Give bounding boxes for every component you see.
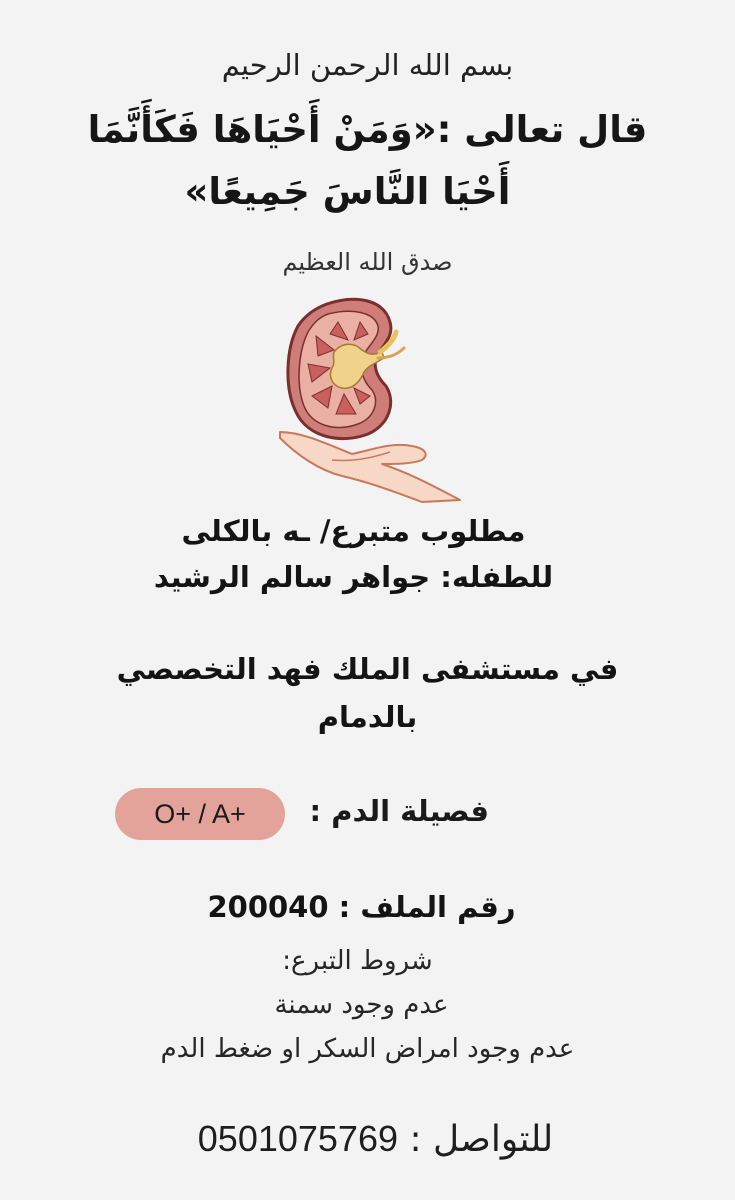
contact-phone[interactable]: 0501075769 [197, 1118, 398, 1159]
file-number [0, 890, 729, 924]
basmala-text: بسم الله الرحمن الرحيم [221, 48, 514, 82]
donor-request-text: مطلوب متبرع/ ـه بالكلى [181, 514, 526, 548]
file-number-value: 200040 [207, 890, 329, 924]
blood-type-badge: O+ / A+ [115, 788, 285, 840]
kidney-in-hand-icon [272, 292, 468, 504]
ayah-line-1: قال تعالى :«وَمَنْ أَحْيَاهَا فَكَأَنَّمَا [87, 108, 648, 151]
contact-label: للتواصل : [409, 1119, 554, 1160]
hospital-city-text: بالدمام [317, 700, 418, 734]
condition-item: عدم وجود سمنة [274, 990, 449, 1020]
contact-row [8, 1118, 735, 1160]
hospital-name-text: في مستشفى الملك فهد التخصصي [116, 652, 619, 686]
blood-type-label: فصيلة الدم : [309, 794, 489, 828]
file-number-label: رقم الملف : [338, 890, 516, 924]
condition-item: عدم وجود امراض السكر او ضغط الدم [160, 1034, 575, 1064]
conditions-title: شروط التبرع: [282, 946, 433, 976]
ayah-line-2: أَحْيَا النَّاسَ جَمِيعًا» [184, 170, 511, 213]
sadaq-text: صدق الله العظيم [282, 248, 453, 276]
blood-type-row [0, 784, 735, 844]
patient-name-text: للطفله: جواهر سالم الرشيد [153, 560, 554, 594]
